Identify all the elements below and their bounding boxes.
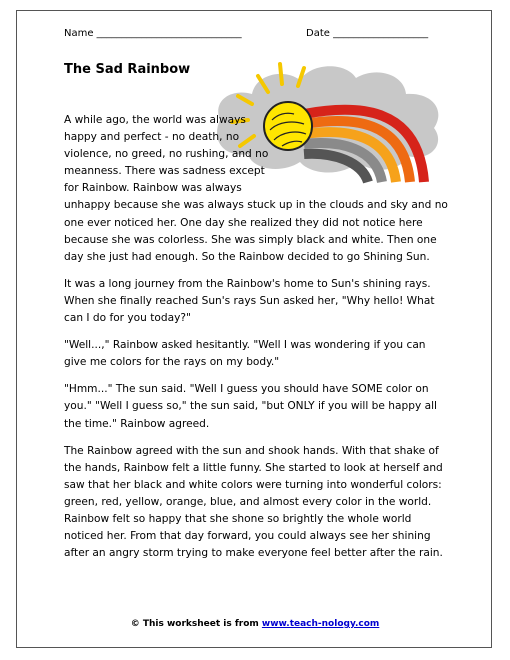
worksheet-header <box>64 28 444 39</box>
story-paragraph-2: It was a long journey from the Rainbow's home to Sun's shining rays. When she finally reached Sun's rays Sun asked her, "Why hello! What can I do for you today?" <box>64 277 435 325</box>
worksheet-footer <box>0 619 510 629</box>
story-body <box>64 112 450 572</box>
date-field: Date ___________________ <box>306 28 429 39</box>
footer-link[interactable]: www.teach-nology.com <box>261 619 380 629</box>
story-paragraph-3: "Well...," Rainbow asked hesitantly. "Well I was wondering if you can give me colors for the rays on my body." <box>64 339 426 369</box>
illustration-wrap-space <box>270 112 450 182</box>
story-paragraph-4: "Hmm..." The sun said. "Well I guess you should have SOME color on you." "Well I guess so," the sun said, "but ONLY if you will be happy all the time." Rainbow agreed. <box>64 383 437 430</box>
story-paragraph-5: The Rainbow agreed with the sun and shook hands. With that shake of the hands, Rainbow felt a little funny. She started to look at herself and saw that her black and white colors were turning into wonderful colors: green, red, yellow, orange, blue, and almost every color in the world. Rainbow felt so happy that she shone so brightly the whole world noticed her. From that day forward, you could always see her shining after an angry storm trying to make everyone feel better after the rain. <box>64 444 443 560</box>
name-field: Name _____________________________ <box>64 28 242 39</box>
story-paragraph-1: A while ago, the world was always happy and perfect - no death, no violence, no greed, no rushing, and no meanness. There was sadness except for Rainbow. Rainbow was always unhappy because she was always stuck up in the clouds and sky and no one ever noticed her. One day she realized they did not notice here because she was colorless. She was simply black and white. Then one day she just had enough. So the Rainbow decided to go Shining Sun. <box>64 114 448 263</box>
footer-credit: © This worksheet is from <box>130 619 262 629</box>
story-title: The Sad Rainbow <box>64 62 191 77</box>
